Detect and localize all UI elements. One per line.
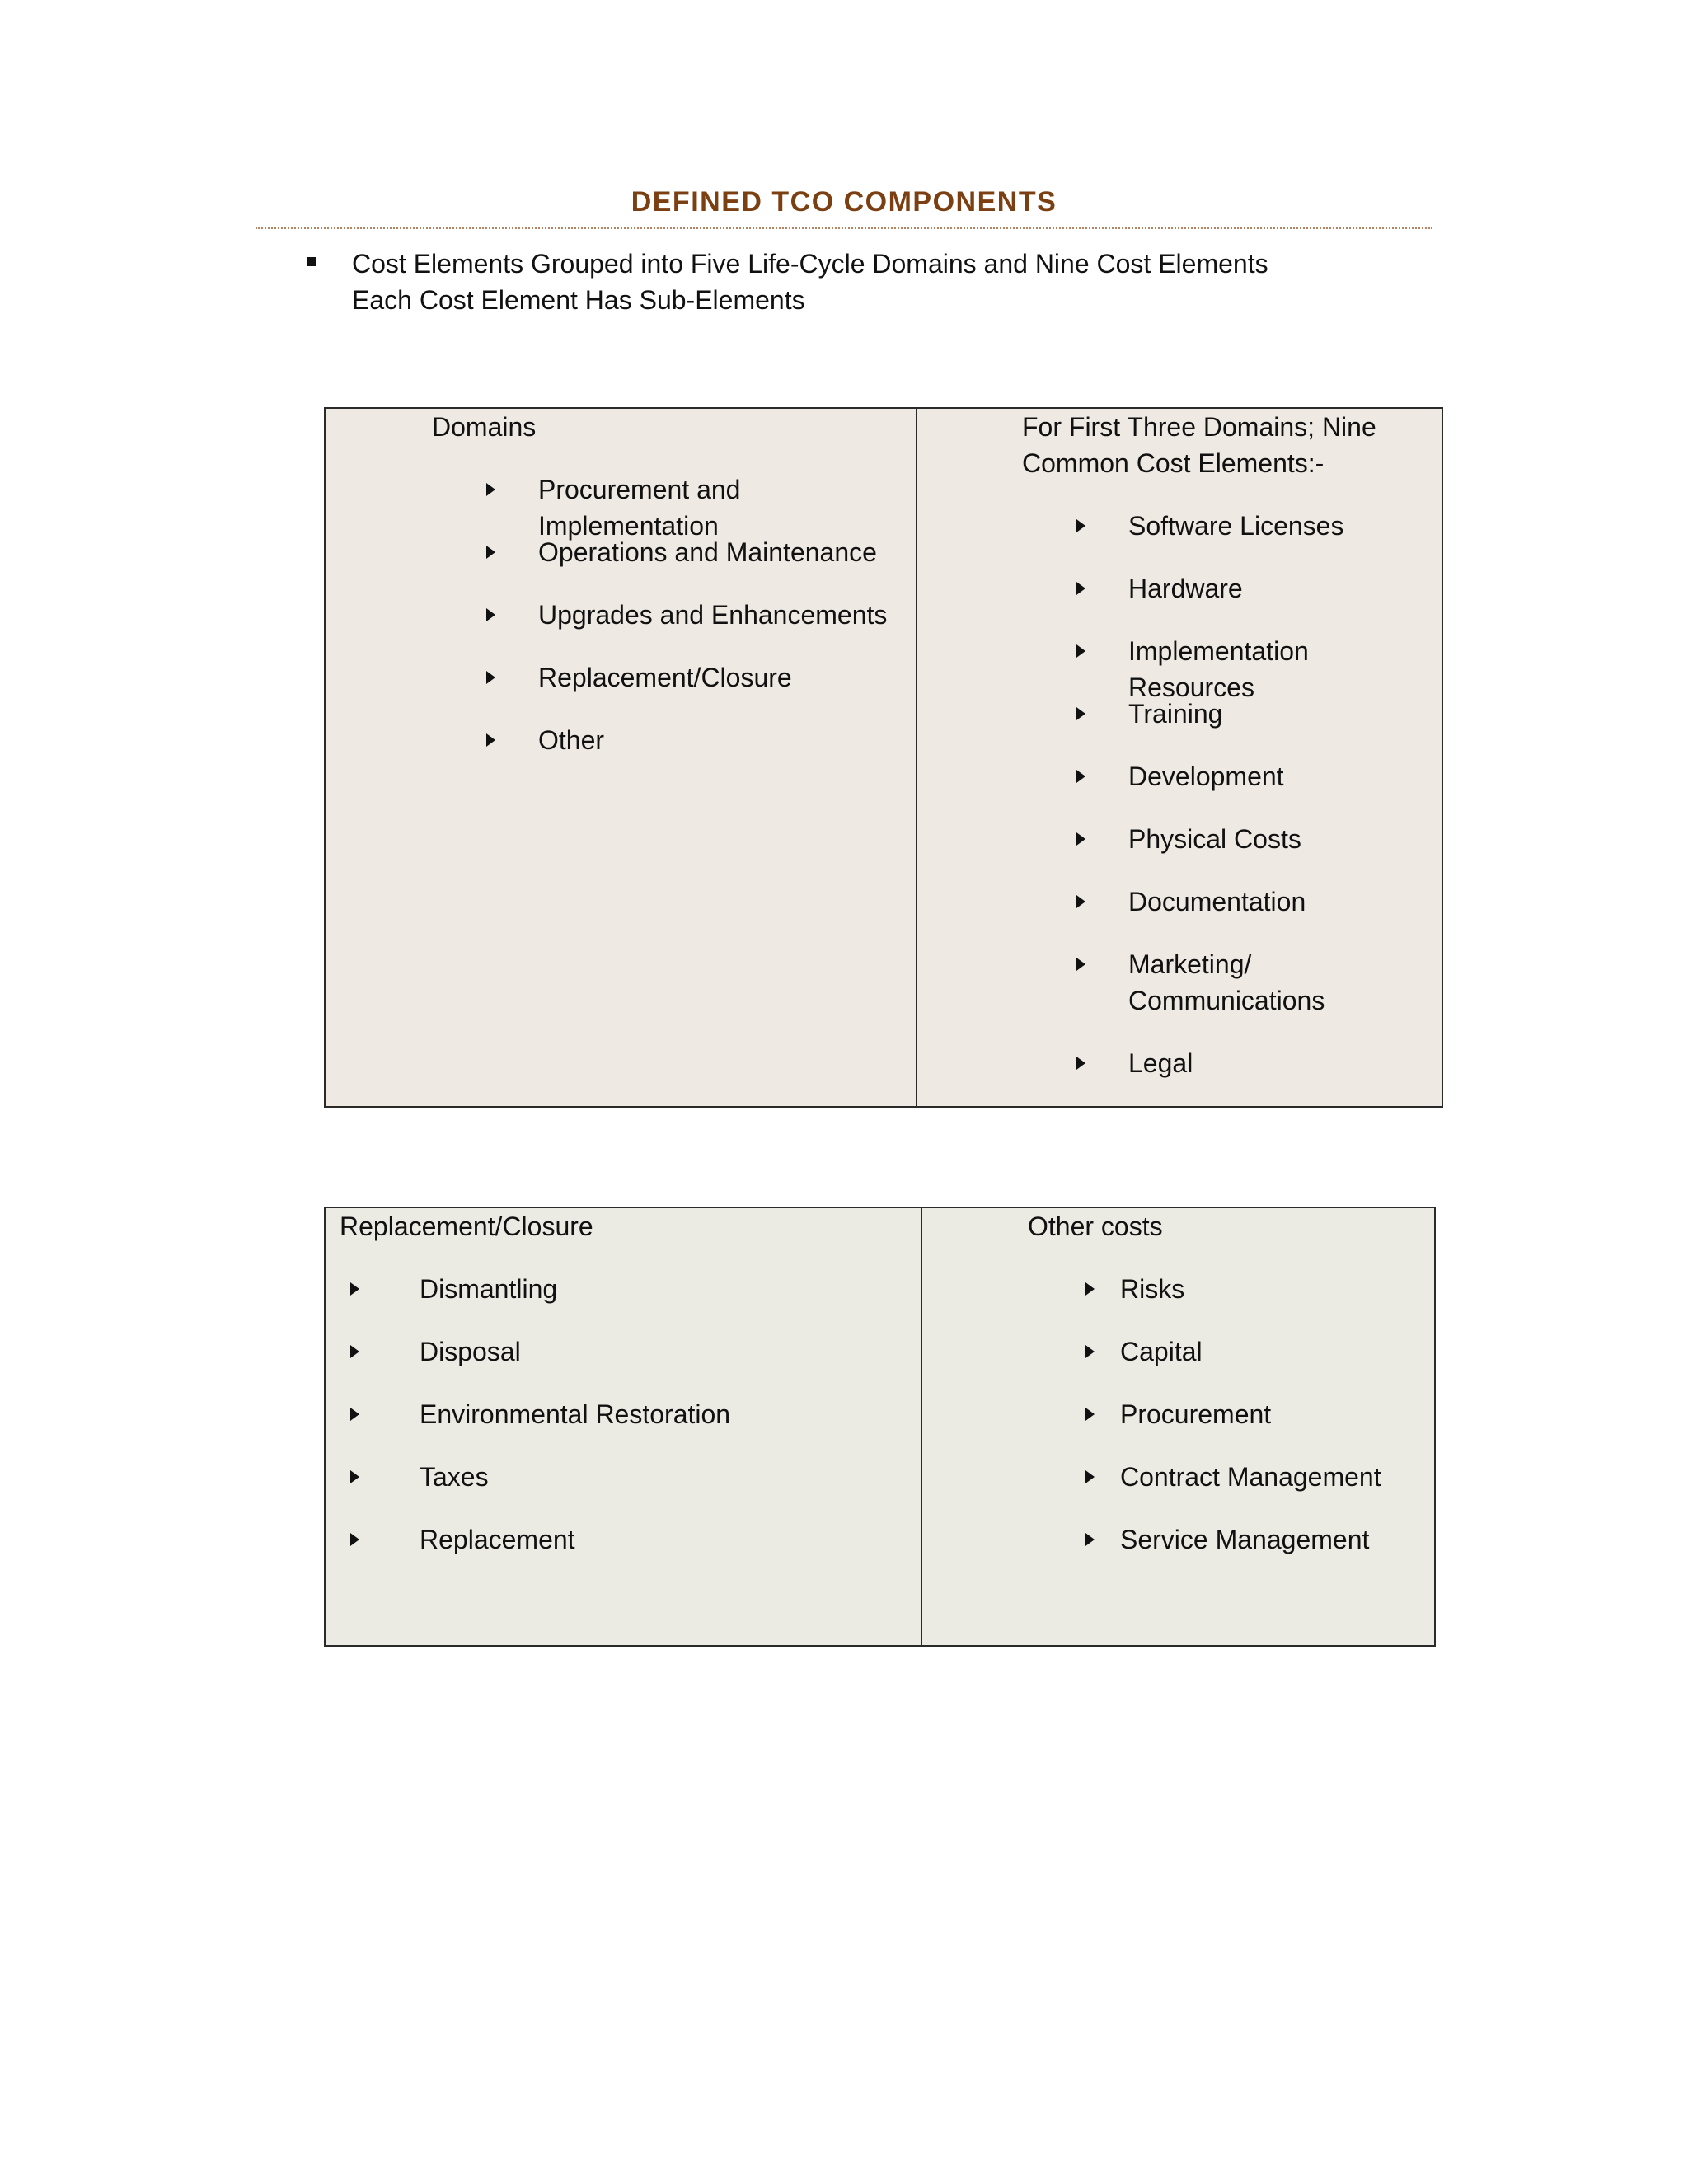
intro-line-2: Each Cost Element Has Sub-Elements [352,285,805,315]
title-underline [256,227,1432,229]
arrow-bullet-icon [1076,1057,1085,1070]
replacement-closure-list [350,1271,894,1584]
arrow-bullet-icon [350,1533,359,1546]
intro-line-1: Cost Elements Grouped into Five Life-Cycle Domains and Nine Cost Elements [352,249,1268,279]
list-item-label: Procurement [1120,1399,1272,1429]
arrow-bullet-icon [350,1282,359,1296]
list-item-label: Implementation Resources [1128,636,1309,702]
list-item-label: Training [1128,699,1223,729]
list-item-label: Replacement/Closure [538,663,792,692]
list-item [1085,1271,1432,1333]
list-item [1076,696,1439,758]
list-item-label: Physical Costs [1128,824,1301,854]
list-item [1085,1333,1432,1396]
cost-elements-heading-line-1: For First Three Domains; Nine [1022,412,1376,442]
list-item [1085,1459,1432,1521]
list-item-label: Replacement [420,1525,575,1554]
arrow-bullet-icon [350,1470,359,1483]
list-item-label: Legal [1128,1048,1193,1078]
arrow-bullet-icon [1076,707,1085,720]
list-item [350,1271,894,1333]
cost-elements-heading [1022,409,1376,481]
list-item [1085,1521,1432,1584]
list-item [486,534,898,597]
list-item [486,722,898,785]
list-item-label: Risks [1120,1274,1185,1304]
list-item-label: Dismantling [420,1274,558,1304]
list-item [350,1521,894,1584]
arrow-bullet-icon [486,608,495,621]
list-item-label: Development [1128,762,1284,791]
list-item [1076,821,1439,883]
arrow-bullet-icon [486,546,495,559]
list-item [350,1333,894,1396]
list-item [1076,758,1439,821]
list-item-label: Environmental Restoration [420,1399,731,1429]
list-item-label: Operations and Maintenance [538,537,877,567]
arrow-bullet-icon [350,1408,359,1421]
list-item [1076,946,1439,1045]
list-item-label: Procurement and [538,475,741,504]
arrow-bullet-icon [1076,832,1085,846]
list-item [1076,570,1439,633]
arrow-bullet-icon [486,671,495,684]
list-item [1085,1396,1432,1459]
list-item [1076,1045,1439,1081]
cost-elements-heading-line-2: Common Cost Elements:- [1022,448,1325,478]
list-item-label: Marketing/ [1128,949,1252,979]
list-item-label: Service Management [1120,1525,1370,1554]
list-item-label: Contract Management [1120,1462,1381,1492]
arrow-bullet-icon [1085,1470,1095,1483]
list-item [1076,508,1439,570]
list-item-label: Capital [1120,1337,1203,1366]
closure-other-table [324,1207,1436,1647]
replacement-closure-heading: Replacement/Closure [340,1212,593,1241]
list-item [350,1396,894,1459]
list-item [350,1459,894,1521]
arrow-bullet-icon [1076,582,1085,595]
domains-table [324,407,1443,1108]
list-item [486,471,898,544]
arrow-bullet-icon [1085,1345,1095,1358]
arrow-bullet-icon [1076,895,1085,908]
list-item [486,597,898,659]
list-item-label: Software Licenses [1128,511,1344,541]
arrow-bullet-icon [1085,1408,1095,1421]
arrow-bullet-icon [1076,644,1085,658]
list-item-label: Upgrades and Enhancements [538,600,888,630]
list-item [1076,633,1439,702]
domains-heading: Domains [432,412,537,442]
list-item-label: Communications [1128,986,1325,1015]
list-item-label: Taxes [420,1462,489,1492]
arrow-bullet-icon [1085,1533,1095,1546]
domains-list [486,471,898,785]
arrow-bullet-icon [1085,1282,1095,1296]
list-item-label: Implementation [538,511,719,541]
column-divider [916,409,917,1106]
arrow-bullet-icon [486,483,495,496]
square-bullet-icon [307,257,316,266]
page-title: DEFINED TCO COMPONENTS [631,186,1057,218]
list-item-label: Hardware [1128,574,1243,603]
list-item [1076,883,1439,946]
arrow-bullet-icon [486,733,495,747]
arrow-bullet-icon [1076,958,1085,971]
list-item-label: Disposal [420,1337,521,1366]
list-item-label: Documentation [1128,887,1306,916]
column-divider [921,1208,922,1645]
other-costs-heading: Other costs [1028,1212,1163,1241]
arrow-bullet-icon [1076,770,1085,783]
list-item [486,659,898,722]
cost-elements-list [1076,508,1439,1081]
other-costs-list [1085,1271,1432,1584]
list-item-label: Other [538,725,605,755]
arrow-bullet-icon [350,1345,359,1358]
arrow-bullet-icon [1076,519,1085,532]
